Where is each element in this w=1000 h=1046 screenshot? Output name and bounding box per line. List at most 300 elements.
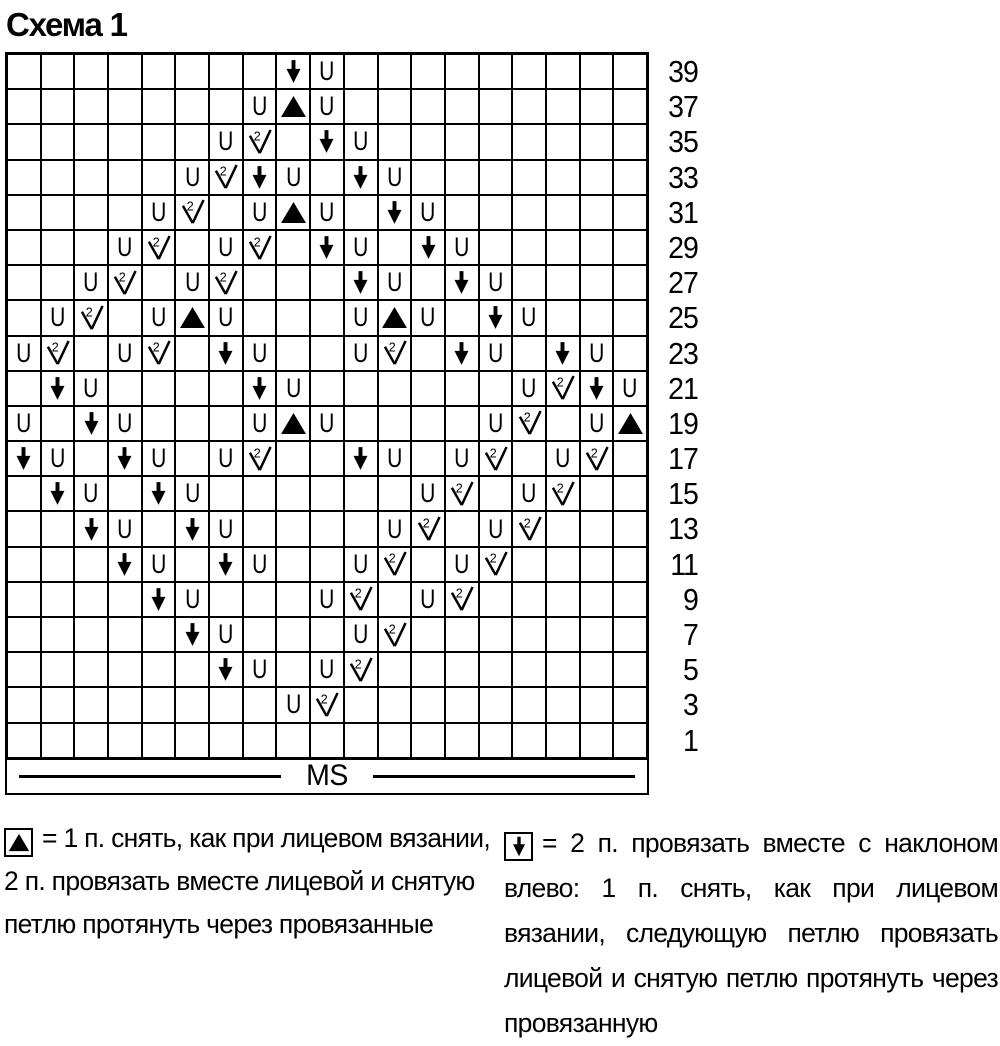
chart-cell — [209, 547, 243, 582]
chart-cell — [512, 336, 546, 371]
ms-label: MS — [306, 759, 348, 793]
chart-cell — [546, 124, 580, 159]
double-decrease-triangle-symbol — [280, 95, 307, 118]
chart-cell — [378, 230, 412, 265]
chart-cell — [512, 265, 546, 300]
chart-cell — [108, 300, 142, 335]
row-number: 3 — [683, 687, 698, 723]
chart-cell — [580, 476, 614, 511]
chart-cell — [209, 160, 243, 195]
chart-cell — [276, 230, 310, 265]
yarn-over-symbol: U — [353, 302, 369, 333]
chart-cell — [479, 230, 513, 265]
chart-cell — [7, 617, 41, 652]
slip-decrease-arrow-down-symbol — [81, 411, 102, 436]
knit-2-together-v2-symbol — [517, 410, 542, 436]
chart-cell — [580, 336, 614, 371]
chart-cell — [445, 723, 479, 758]
yarn-over-symbol: U — [319, 583, 335, 614]
svg-text:2: 2 — [590, 446, 598, 461]
yarn-over-symbol: U — [150, 443, 167, 474]
svg-text:2: 2 — [523, 516, 531, 531]
slip-decrease-arrow-down-symbol — [283, 59, 304, 84]
chart-cell — [613, 406, 647, 441]
chart-cell — [310, 652, 344, 687]
yarn-over-symbol: U — [319, 654, 335, 685]
row-number: 21 — [668, 370, 698, 406]
chart-cell — [580, 441, 614, 476]
yarn-over-symbol: U — [386, 267, 402, 298]
chart-cell — [546, 723, 580, 758]
chart-cell — [580, 652, 614, 687]
chart-cell — [613, 54, 647, 89]
yarn-over-symbol: U — [252, 91, 268, 122]
chart-cell — [209, 265, 243, 300]
knit-2-together-v2-symbol — [483, 446, 508, 472]
chart-cell — [378, 652, 412, 687]
chart-cell — [276, 195, 310, 230]
slip-decrease-arrow-down-symbol — [81, 517, 102, 542]
chart-cell — [378, 124, 412, 159]
chart-cell — [276, 582, 310, 617]
row-number: 17 — [668, 441, 698, 477]
chart-cell — [108, 687, 142, 722]
chart-cell — [276, 723, 310, 758]
svg-text:2: 2 — [152, 340, 160, 355]
row-number: 25 — [668, 300, 698, 336]
chart-cell — [7, 195, 41, 230]
chart-cell — [479, 511, 513, 546]
chart-cell — [74, 336, 108, 371]
chart-cell — [7, 300, 41, 335]
knit-2-together-v2-symbol — [348, 586, 373, 612]
yarn-over-symbol: U — [319, 56, 335, 87]
chart-cell — [344, 652, 378, 687]
yarn-over-symbol: U — [454, 548, 470, 579]
yarn-over-symbol: U — [588, 337, 605, 368]
chart-cell — [613, 617, 647, 652]
yarn-over-symbol: U — [83, 267, 99, 298]
yarn-over-symbol: U — [319, 91, 335, 122]
chart-cell — [276, 265, 310, 300]
knit-2-together-v2-symbol — [247, 129, 272, 155]
chart-cell — [378, 195, 412, 230]
chart-cell — [445, 441, 479, 476]
yarn-over-symbol: U — [252, 654, 268, 685]
chart-cell — [74, 54, 108, 89]
yarn-over-symbol: U — [555, 443, 571, 474]
svg-text:2: 2 — [321, 692, 329, 707]
yarn-over-symbol: U — [117, 513, 133, 544]
svg-text:2: 2 — [523, 411, 531, 426]
chart-cell — [613, 441, 647, 476]
chart-cell — [580, 547, 614, 582]
svg-text:2: 2 — [51, 340, 59, 355]
row-number: 5 — [683, 652, 698, 688]
slip-decrease-arrow-down-symbol — [350, 165, 371, 190]
slip-decrease-arrow-down-symbol — [249, 165, 270, 190]
chart-cell — [613, 371, 647, 406]
chart-cell — [580, 160, 614, 195]
chart-cell — [580, 265, 614, 300]
chart-cell — [344, 124, 378, 159]
chart-cell — [74, 406, 108, 441]
svg-text:2: 2 — [455, 586, 463, 601]
chart-cell — [108, 582, 142, 617]
slip-decrease-arrow-down-symbol — [350, 446, 371, 471]
knit-2-together-v2-symbol — [146, 235, 171, 261]
chart-cell — [142, 441, 176, 476]
yarn-over-symbol: U — [521, 372, 537, 403]
svg-text:2: 2 — [253, 446, 261, 461]
slip-decrease-arrow-down-symbol — [13, 446, 34, 471]
chart-cell — [243, 476, 277, 511]
chart-cell — [142, 723, 176, 758]
chart-cell — [310, 124, 344, 159]
chart-cell — [479, 687, 513, 722]
yarn-over-symbol: U — [150, 548, 167, 579]
chart-cell — [344, 265, 378, 300]
chart-cell — [142, 124, 176, 159]
yarn-over-symbol: U — [487, 407, 504, 438]
chart-cell — [411, 723, 445, 758]
chart-cell — [310, 406, 344, 441]
knit-2-together-v2-symbol — [180, 199, 205, 225]
chart-cell — [613, 547, 647, 582]
chart-cell — [7, 265, 41, 300]
chart-cell — [175, 54, 209, 89]
chart-cell — [445, 652, 479, 687]
svg-text:2: 2 — [489, 446, 497, 461]
svg-text:2: 2 — [354, 586, 362, 601]
chart-cell — [108, 124, 142, 159]
svg-text:2: 2 — [119, 270, 127, 285]
chart-cell — [512, 230, 546, 265]
chart-cell — [175, 723, 209, 758]
knitting-chart — [5, 52, 649, 795]
chart-cell — [613, 687, 647, 722]
chart-cell — [108, 160, 142, 195]
yarn-over-symbol: U — [252, 337, 268, 368]
chart-cell — [512, 195, 546, 230]
chart-cell — [276, 687, 310, 722]
slip-decrease-arrow-down-symbol — [485, 305, 506, 330]
chart-cell — [411, 652, 445, 687]
svg-text:2: 2 — [186, 199, 194, 214]
svg-text:2: 2 — [388, 340, 396, 355]
chart-cell — [310, 195, 344, 230]
chart-cell — [142, 652, 176, 687]
chart-cell — [108, 89, 142, 124]
knit-2-together-v2-symbol — [348, 657, 373, 683]
chart-cell — [310, 511, 344, 546]
chart-cell — [378, 582, 412, 617]
chart-cell — [512, 476, 546, 511]
chart-cell — [74, 230, 108, 265]
chart-cell — [175, 371, 209, 406]
chart-cell — [479, 124, 513, 159]
row-number: 35 — [668, 124, 698, 160]
chart-cell — [512, 617, 546, 652]
chart-cell — [445, 300, 479, 335]
knit-2-together-v2-symbol — [584, 446, 609, 472]
chart-cell — [445, 687, 479, 722]
chart-cell — [445, 89, 479, 124]
chart-cell — [142, 336, 176, 371]
yarn-over-symbol: U — [454, 443, 470, 474]
chart-cell — [479, 54, 513, 89]
chart-cell — [580, 617, 614, 652]
chart-cell — [512, 371, 546, 406]
chart-cell — [74, 687, 108, 722]
chart-cell — [209, 441, 243, 476]
legend-text: = 2 п. провязать вместе с наклоном влево: 1 п. снять, как при лицевом вязании, следующую петлю провязать лицевой и снятую петлю протянуть через провязанную — [504, 828, 998, 1038]
chart-cell — [108, 406, 142, 441]
yarn-over-symbol: U — [184, 583, 200, 614]
chart-cell — [142, 476, 176, 511]
chart-cell — [209, 124, 243, 159]
chart-cell — [209, 652, 243, 687]
chart-cell — [108, 511, 142, 546]
chart-cell — [344, 547, 378, 582]
row-number: 19 — [668, 405, 698, 441]
chart-cell — [310, 476, 344, 511]
chart-cell — [243, 371, 277, 406]
yarn-over-symbol: U — [218, 302, 234, 333]
row-numbers-column — [650, 54, 698, 758]
chart-cell — [175, 195, 209, 230]
knit-2-together-v2-symbol — [79, 305, 104, 331]
slip-decrease-arrow-down-symbol — [47, 481, 68, 506]
chart-cell — [546, 406, 580, 441]
svg-text:2: 2 — [489, 551, 497, 566]
legend-item-slip-decrease — [504, 821, 998, 1046]
chart-cell — [41, 582, 75, 617]
yarn-over-symbol: U — [16, 407, 32, 438]
chart-cell — [344, 230, 378, 265]
chart-cell — [310, 371, 344, 406]
yarn-over-symbol: U — [218, 232, 234, 263]
chart-cell — [209, 476, 243, 511]
yarn-over-symbol: U — [16, 337, 32, 368]
row-number: 1 — [683, 722, 698, 758]
chart-cell — [344, 195, 378, 230]
yarn-over-symbol: U — [117, 232, 133, 263]
chart-cell — [108, 230, 142, 265]
chart-cell — [445, 124, 479, 159]
double-decrease-triangle-symbol — [280, 412, 307, 435]
chart-cell — [142, 687, 176, 722]
yarn-over-symbol: U — [353, 232, 369, 263]
chart-cell — [209, 582, 243, 617]
chart-cell — [580, 406, 614, 441]
yarn-over-symbol: U — [487, 267, 504, 298]
chart-cell — [546, 687, 580, 722]
chart-cell — [175, 406, 209, 441]
yarn-over-symbol: U — [252, 196, 268, 227]
chart-cell — [7, 89, 41, 124]
yarn-over-symbol: U — [454, 232, 470, 263]
knit-2-together-v2-symbol — [213, 164, 238, 190]
chart-cell — [344, 406, 378, 441]
yarn-over-symbol: U — [252, 407, 268, 438]
knit-2-together-v2-symbol — [416, 516, 441, 542]
chart-cell — [378, 476, 412, 511]
knit-2-together-v2-symbol — [550, 481, 575, 507]
chart-cell — [479, 617, 513, 652]
chart-cell — [209, 195, 243, 230]
knit-2-together-v2-symbol — [146, 340, 171, 366]
chart-cell — [276, 652, 310, 687]
chart-cell — [546, 652, 580, 687]
chart-cell — [580, 511, 614, 546]
chart-cell — [74, 371, 108, 406]
chart-cell — [175, 300, 209, 335]
chart-cell — [74, 441, 108, 476]
chart-cell — [580, 300, 614, 335]
chart-cell — [546, 160, 580, 195]
chart-cell — [7, 230, 41, 265]
chart-cell — [276, 476, 310, 511]
chart-cell — [276, 89, 310, 124]
chart-cell — [310, 160, 344, 195]
chart-cell — [378, 687, 412, 722]
knit-2-together-v2-symbol — [247, 235, 272, 261]
chart-cell — [175, 476, 209, 511]
chart-cell — [546, 265, 580, 300]
chart-cell — [411, 371, 445, 406]
chart-cell — [276, 54, 310, 89]
chart-cell — [175, 652, 209, 687]
chart-cell — [344, 300, 378, 335]
yarn-over-symbol: U — [420, 583, 436, 614]
chart-cell — [411, 265, 445, 300]
chart-cell — [209, 54, 243, 89]
row-number: 27 — [668, 265, 698, 301]
slip-decrease-arrow-down-symbol — [47, 376, 68, 401]
chart-cell — [613, 230, 647, 265]
chart-cell — [142, 230, 176, 265]
chart-cell — [512, 652, 546, 687]
chart-cell — [7, 511, 41, 546]
chart-cell — [613, 723, 647, 758]
chart-cell — [276, 371, 310, 406]
yarn-over-symbol: U — [218, 443, 234, 474]
chart-cell — [74, 652, 108, 687]
chart-cell — [378, 371, 412, 406]
chart-cell — [175, 617, 209, 652]
chart-cell — [108, 265, 142, 300]
chart-cell — [209, 687, 243, 722]
yarn-over-symbol: U — [386, 513, 402, 544]
chart-cell — [243, 582, 277, 617]
chart-cell — [41, 652, 75, 687]
yarn-over-symbol: U — [487, 337, 504, 368]
chart-cell — [209, 406, 243, 441]
chart-cell — [74, 89, 108, 124]
chart-cell — [344, 336, 378, 371]
chart-cell — [310, 617, 344, 652]
chart-cell — [209, 371, 243, 406]
chart-cell — [142, 617, 176, 652]
chart-cell — [512, 582, 546, 617]
chart-cell — [344, 582, 378, 617]
chart-cell — [378, 723, 412, 758]
double-decrease-triangle-symbol — [381, 306, 408, 329]
chart-cell — [344, 160, 378, 195]
chart-cell — [276, 300, 310, 335]
chart-grid — [7, 54, 647, 758]
knit-2-together-v2-symbol — [112, 270, 137, 296]
yarn-over-symbol: U — [420, 302, 436, 333]
svg-text:2: 2 — [220, 270, 228, 285]
yarn-over-symbol: U — [420, 196, 436, 227]
chart-cell — [243, 124, 277, 159]
slip-decrease-arrow-down-symbol — [148, 587, 169, 612]
ms-left-line — [19, 775, 281, 778]
chart-cell — [74, 195, 108, 230]
chart-cell — [411, 195, 445, 230]
chart-cell — [378, 441, 412, 476]
chart-cell — [512, 54, 546, 89]
chart-cell — [378, 89, 412, 124]
chart-cell — [276, 441, 310, 476]
yarn-over-symbol: U — [353, 337, 369, 368]
chart-cell — [411, 511, 445, 546]
chart-cell — [41, 160, 75, 195]
chart-cell — [411, 441, 445, 476]
knit-2-together-v2-symbol — [382, 551, 407, 577]
chart-cell — [445, 160, 479, 195]
chart-cell — [142, 406, 176, 441]
chart-cell — [613, 511, 647, 546]
chart-cell — [243, 89, 277, 124]
chart-cell — [546, 617, 580, 652]
chart-cell — [479, 582, 513, 617]
chart-cell — [142, 582, 176, 617]
slip-decrease-arrow-down-symbol — [148, 481, 169, 506]
chart-cell — [344, 89, 378, 124]
chart-cell — [243, 723, 277, 758]
chart-cell — [512, 547, 546, 582]
chart-cell — [7, 652, 41, 687]
chart-cell — [546, 441, 580, 476]
knit-2-together-v2-symbol — [449, 586, 474, 612]
slip-decrease-arrow-down-symbol — [552, 341, 573, 366]
chart-cell — [108, 336, 142, 371]
yarn-over-symbol: U — [184, 161, 200, 192]
chart-cell — [411, 54, 445, 89]
row-number: 39 — [668, 54, 698, 89]
chart-cell — [546, 89, 580, 124]
chart-cell — [310, 582, 344, 617]
chart-cell — [310, 687, 344, 722]
chart-cell — [580, 54, 614, 89]
yarn-over-symbol: U — [218, 619, 234, 650]
yarn-over-symbol: U — [353, 619, 369, 650]
chart-cell — [175, 687, 209, 722]
chart-cell — [378, 336, 412, 371]
chart-cell — [445, 371, 479, 406]
chart-cell — [378, 265, 412, 300]
chart-cell — [41, 511, 75, 546]
slip-decrease-arrow-down-symbol — [114, 446, 135, 471]
chart-cell — [512, 160, 546, 195]
yarn-over-symbol: U — [218, 126, 234, 157]
chart-cell — [74, 547, 108, 582]
yarn-over-symbol: U — [353, 548, 369, 579]
svg-text:2: 2 — [557, 481, 564, 496]
